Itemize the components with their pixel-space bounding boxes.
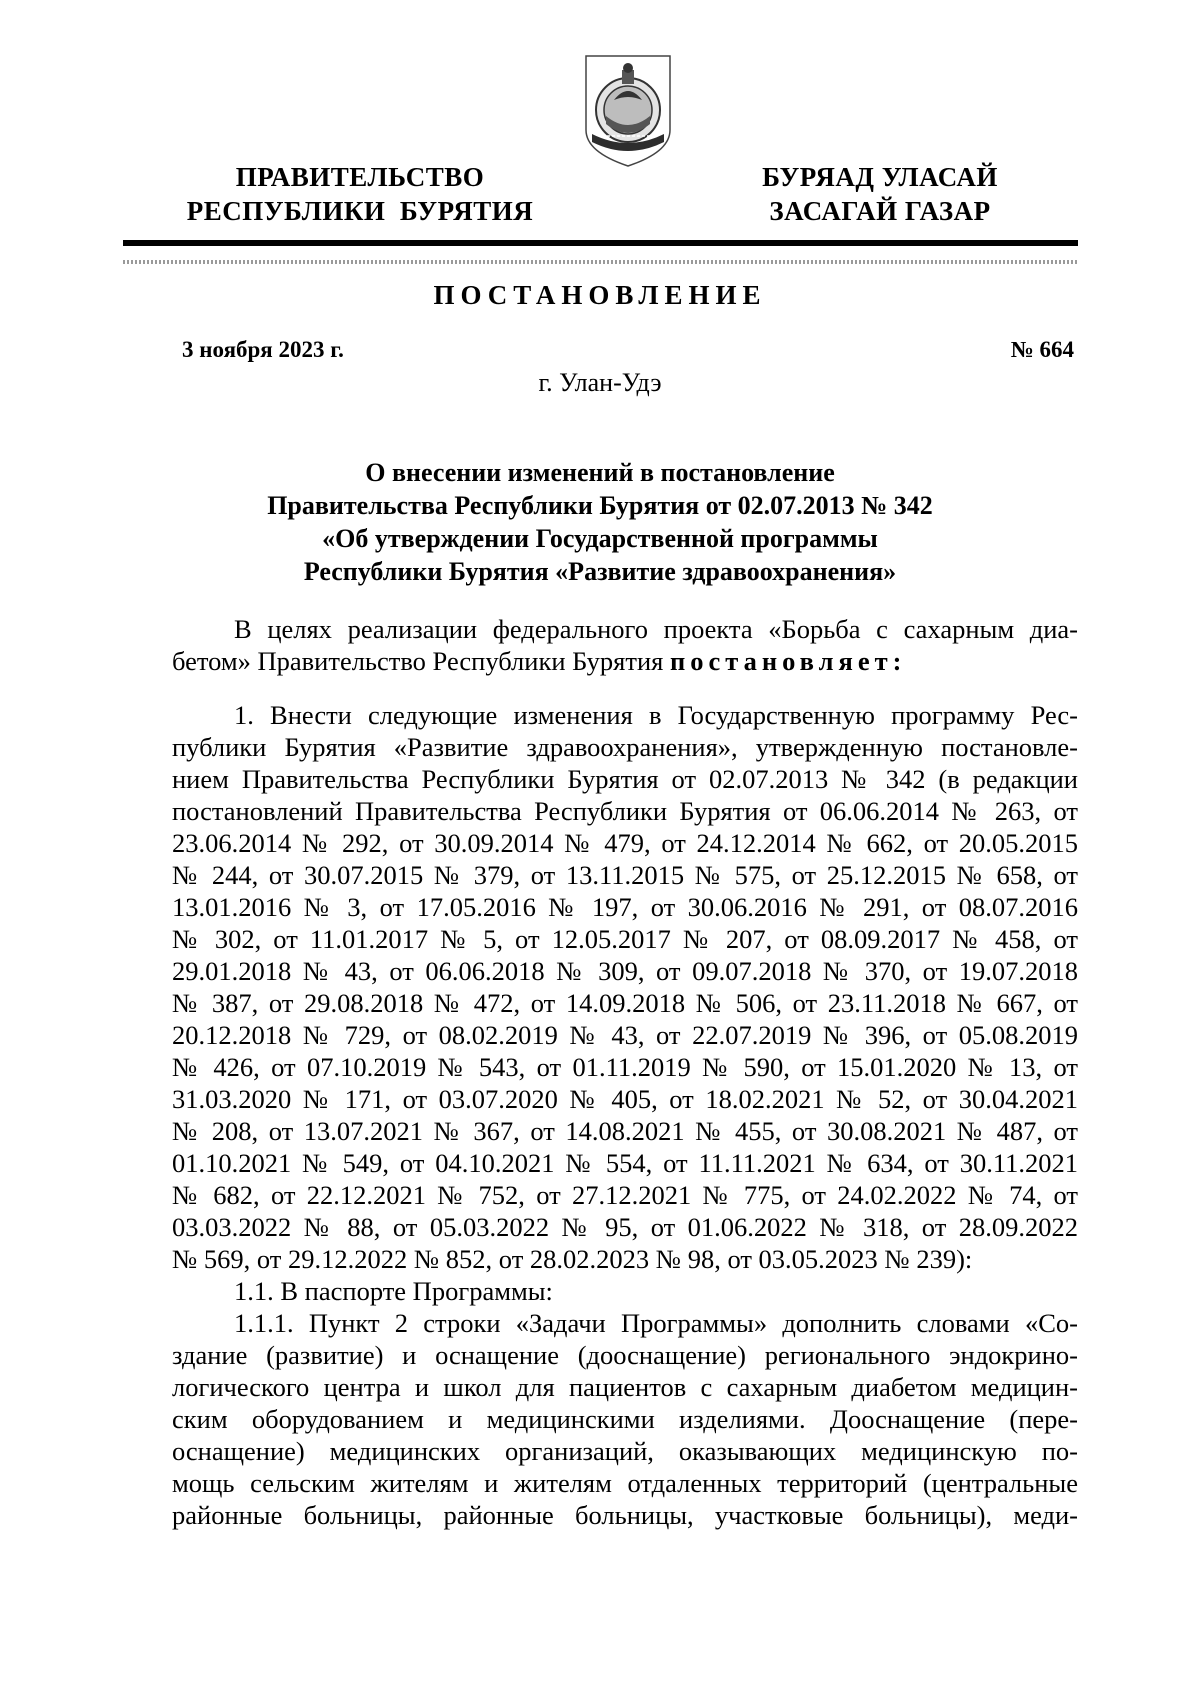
- title-line: «Об утверждении Государственной программы: [322, 524, 878, 553]
- org-name-russian: [170, 160, 550, 228]
- header-divider-thin: [123, 260, 1078, 264]
- item1-line: № 208, от 13.07.2021 № 367, от 14.08.2021 № 455, от 30.08.2021 № 487, от: [172, 1116, 1078, 1146]
- item1-line: 1. Внести следующие изменения в Государственную программу Рес-: [234, 700, 1078, 730]
- title-line: Правительства Республики Бурятия от 02.07.2013 № 342: [267, 491, 933, 520]
- document-body: [172, 613, 1078, 1531]
- title-line: О внесении изменений в постановление: [365, 458, 835, 487]
- item1-line: № 426, от 07.10.2019 № 543, от 01.11.2019 № 590, от 15.01.2020 № 13, от: [172, 1052, 1078, 1082]
- document-city: г. Улан-Удэ: [538, 368, 662, 397]
- item1-line: № 302, от 11.01.2017 № 5, от 12.05.2017 № 207, от 08.09.2017 № 458, от: [172, 924, 1078, 954]
- item1-line: нием Правительства Республики Бурятия от 02.07.2013 № 342 (в редакции: [172, 764, 1078, 794]
- item-1-1: 1.1. В паспорте Программы:: [234, 1276, 553, 1306]
- org-name-buryat-line2: ЗАСАГАЙ ГАЗАР: [769, 196, 991, 226]
- org-name-buryat-line1: БУРЯАД УЛАСАЙ: [762, 162, 998, 192]
- item111-line: здание (развитие) и оснащение (дооснащение) регионального эндокрино-: [172, 1340, 1078, 1370]
- item1-line: 03.03.2022 № 88, от 05.03.2022 № 95, от 01.06.2022 № 318, от 28.09.2022: [172, 1212, 1078, 1242]
- document-number: № 664: [1010, 337, 1074, 362]
- item1-line: 29.01.2018 № 43, от 06.06.2018 № 309, от 09.07.2018 № 370, от 19.07.2018: [172, 956, 1078, 986]
- coat-of-arms-icon: [582, 52, 674, 170]
- preamble-line: [172, 645, 1078, 677]
- org-name-russian-line2: РЕСПУБЛИКИ БУРЯТИЯ: [186, 196, 534, 226]
- item1-line: № 682, от 22.12.2021 № 752, от 27.12.2021 № 775, от 24.02.2022 № 74, от: [172, 1180, 1078, 1210]
- resolution-verb: постановляет:: [669, 646, 907, 676]
- document-type: ПОСТАНОВЛЕНИЕ: [433, 280, 767, 310]
- item1-line: № 569, от 29.12.2022 № 852, от 28.02.2023 № 98, от 03.05.2023 № 239):: [172, 1244, 973, 1274]
- item1-line: постановлений Правительства Республики Бурятия от 06.06.2014 № 263, от: [172, 796, 1078, 826]
- title-line: Республики Бурятия «Развитие здравоохранения»: [303, 557, 897, 586]
- org-name-russian-line1: ПРАВИТЕЛЬСТВО: [235, 162, 485, 192]
- item111-line: оснащение) медицинских организаций, оказывающих медицинскую по-: [172, 1436, 1078, 1466]
- item111-line: ским оборудованием и медицинскими изделиями. Дооснащение (пере-: [172, 1404, 1078, 1434]
- preamble-line: В целях реализации федерального проекта «Борьба с сахарным диа-: [234, 614, 1078, 644]
- item111-line: районные больницы, районные больницы, участковые больницы), меди-: [172, 1500, 1078, 1530]
- item1-line: 13.01.2016 № 3, от 17.05.2016 № 197, от 30.06.2016 № 291, от 08.07.2016: [172, 892, 1078, 922]
- item1-line: № 387, от 29.08.2018 № 472, от 14.09.2018 № 506, от 23.11.2018 № 667, от: [172, 988, 1078, 1018]
- item111-line: логического центра и школ для пациентов с сахарным диабетом медицин-: [172, 1372, 1078, 1402]
- item1-line: 01.10.2021 № 549, от 04.10.2021 № 554, от 11.11.2021 № 634, от 30.11.2021: [172, 1148, 1078, 1178]
- item1-line: № 244, от 30.07.2015 № 379, от 13.11.2015 № 575, от 25.12.2015 № 658, от: [172, 860, 1078, 890]
- document-date: 3 ноября 2023 г.: [182, 337, 344, 362]
- item111-line: 1.1.1. Пункт 2 строки «Задачи Программы» дополнить словами «Со-: [234, 1308, 1078, 1338]
- header-divider-thick: [123, 240, 1078, 246]
- org-name-buryat: [735, 160, 1025, 228]
- item111-line: мощь сельским жителям и жителям отдаленных территорий (центральные: [172, 1468, 1078, 1498]
- document-title: [150, 456, 1050, 588]
- item1-line: 31.03.2020 № 171, от 03.07.2020 № 405, от 18.02.2021 № 52, от 30.04.2021: [172, 1084, 1078, 1114]
- item1-line: 23.06.2014 № 292, от 30.09.2014 № 479, от 24.12.2014 № 662, от 20.05.2015: [172, 828, 1078, 858]
- item1-line: публики Бурятия «Развитие здравоохранения», утвержденную постановле-: [172, 732, 1078, 762]
- coat-of-arms-emblem: [582, 52, 674, 170]
- item1-line: 20.12.2018 № 729, от 08.02.2019 № 43, от 22.07.2019 № 396, от 05.08.2019: [172, 1020, 1078, 1050]
- preamble-text: бетом» Правительство Республики Бурятия: [172, 646, 670, 676]
